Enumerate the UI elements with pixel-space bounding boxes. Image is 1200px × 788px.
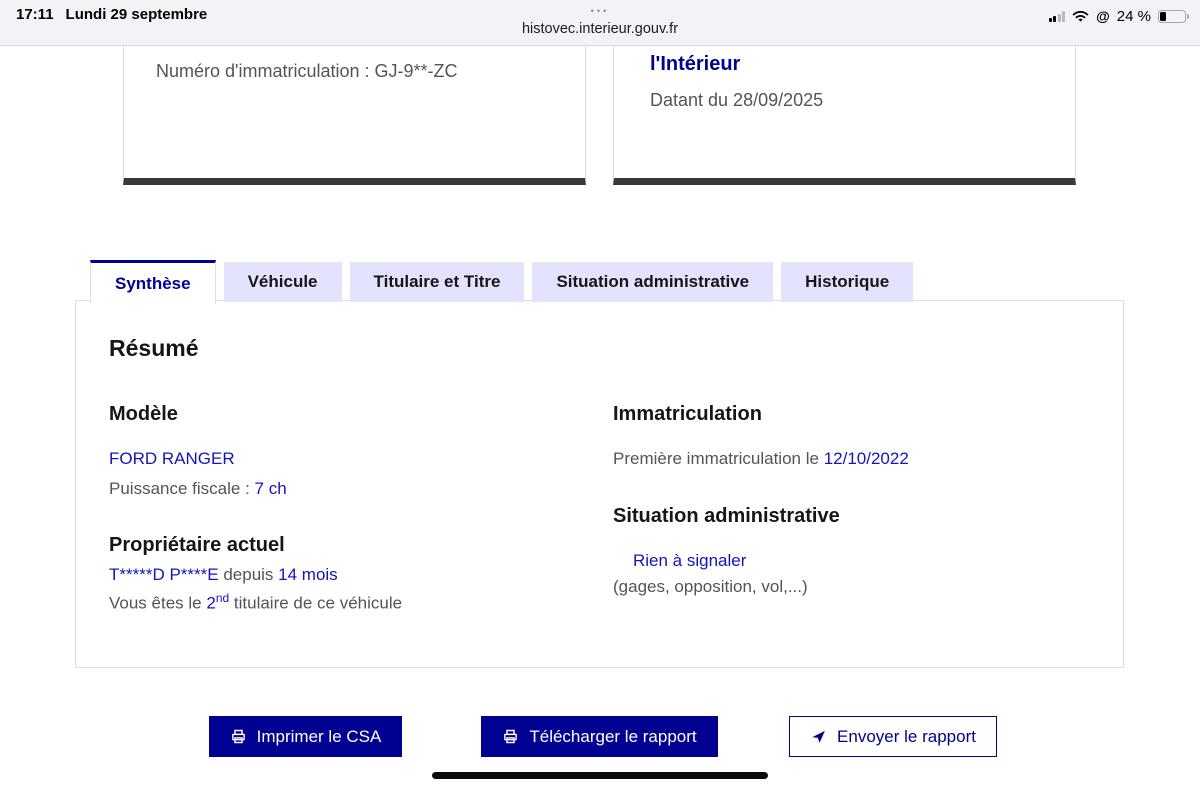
resume-heading: Résumé [109, 335, 199, 361]
fiscal-power-value: 7 ch [254, 479, 287, 498]
send-report-button[interactable] [789, 716, 997, 757]
printer-icon [502, 728, 519, 745]
tab-synthese[interactable]: Synthèse [90, 260, 216, 304]
report-tabs [90, 258, 913, 302]
registration-heading: Immatriculation [613, 403, 762, 425]
owner-masked-name: T*****D P****E [109, 565, 219, 584]
admin-situation-status: Rien à signaler [633, 551, 747, 570]
holder-rank-suffix: nd [215, 591, 230, 605]
owner-line [109, 565, 338, 585]
synthese-panel [75, 300, 1124, 668]
tab-situation-administrative[interactable]: Situation administrative [532, 262, 773, 302]
tab-historique[interactable]: Historique [781, 262, 913, 302]
owner-since-label: depuis [218, 565, 279, 584]
status-time: 17:11 [16, 6, 54, 23]
privacy-at-icon: @ [1096, 8, 1110, 24]
holder-suffix: titulaire de ce véhicule [229, 593, 403, 613]
registration-number-card [123, 46, 586, 185]
battery-percent-label: 24 % [1116, 7, 1151, 25]
home-indicator-bar[interactable] [432, 772, 768, 779]
send-icon [810, 728, 827, 745]
ministry-title: l'Intérieur [650, 53, 741, 75]
current-owner-heading: Propriétaire actuel [109, 534, 285, 556]
download-report-label: Télécharger le rapport [529, 726, 697, 746]
send-report-label: Envoyer le rapport [837, 726, 976, 746]
address-bar-url[interactable]: histovec.interieur.gouv.fr [521, 21, 679, 37]
tab-vehicule[interactable]: Véhicule [224, 262, 342, 302]
fiscal-power-line [109, 479, 287, 499]
ios-status-bar [0, 0, 1200, 46]
first-registration-line [613, 449, 909, 469]
admin-situation-heading: Situation administrative [613, 505, 840, 527]
report-date: Datant du 28/09/2025 [650, 90, 824, 110]
page-options-dots[interactable]: ••• [590, 6, 610, 16]
ministry-report-card [613, 46, 1076, 185]
model-name: FORD RANGER [109, 449, 235, 468]
model-heading: Modèle [109, 403, 178, 425]
registration-number-text: Numéro d'immatriculation : GJ-9**-ZC [156, 61, 458, 81]
battery-icon [1158, 10, 1186, 23]
download-report-button[interactable] [481, 716, 718, 757]
holder-prefix: Vous êtes le [109, 593, 207, 613]
fiscal-power-label: Puissance fiscale : [109, 479, 255, 498]
print-csa-label: Imprimer le CSA [256, 726, 382, 746]
printer-icon [230, 728, 247, 745]
holder-rank-line [109, 591, 402, 614]
tab-titulaire-et-titre[interactable]: Titulaire et Titre [350, 262, 525, 302]
cellular-signal-icon [1049, 11, 1066, 22]
status-date: Lundi 29 septembre [65, 6, 208, 23]
first-registration-date: 12/10/2022 [823, 449, 909, 468]
holder-rank: 2 [206, 593, 216, 613]
owner-duration: 14 mois [278, 565, 338, 584]
first-registration-label: Première immatriculation le [613, 449, 824, 468]
print-csa-button[interactable] [209, 716, 402, 757]
admin-situation-note: (gages, opposition, vol,...) [613, 577, 808, 596]
wifi-icon [1072, 10, 1089, 23]
